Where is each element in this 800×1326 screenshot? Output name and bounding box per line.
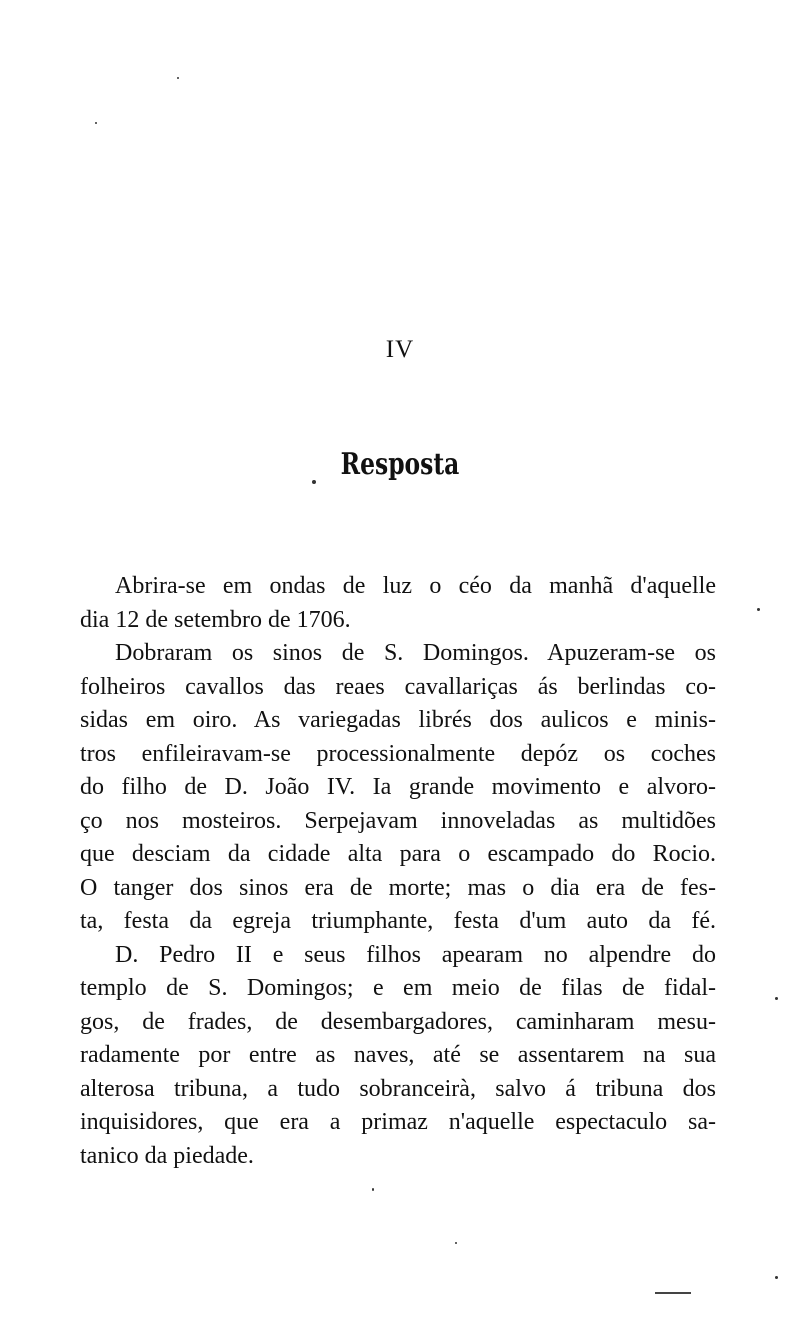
scan-speck: [372, 1188, 374, 1191]
text-line: D. Pedro II e seus filhos apearam no alpendre do: [115, 941, 716, 968]
scan-speck: [312, 480, 316, 484]
scan-speck: [775, 1276, 778, 1279]
text-line: Dobraram os sinos de S. Domingos. Apuzeram-se os: [115, 640, 716, 666]
text-line: do filho de D. João IV. Ia grande movimento e alvoro-: [80, 774, 716, 800]
text-line: gos, de frades, de desembargadores, caminharam mesu-: [80, 1008, 716, 1035]
body-text: [80, 570, 716, 1173]
scan-speck: [95, 122, 97, 124]
text-line: tanico da piedade.: [80, 1142, 254, 1169]
text-line: dia 12 de setembro de 1706.: [80, 606, 351, 633]
text-line: folheiros cavallos das reaes cavallariças ás berlindas co-: [80, 673, 716, 700]
text-line: inquisidores, que era a primaz n'aquelle espectaculo sa-: [80, 1109, 716, 1135]
scan-speck: [455, 1242, 457, 1244]
chapter-number: IV: [385, 336, 415, 363]
scan-speck: [757, 608, 760, 611]
text-line: Abrira-se em ondas de luz o céo da manhã d'aquelle: [115, 573, 716, 599]
chapter-title: Resposta: [340, 447, 460, 482]
text-line: que desciam da cidade alta para o escampado do Rocio.: [80, 841, 716, 867]
text-line: alterosa tribuna, a tudo sobranceirà, salvo á tribuna dos: [80, 1075, 716, 1102]
text-line: radamente por entre as naves, até se assentarem na sua: [80, 1042, 716, 1068]
text-line: tros enfileiravam-se processionalmente depóz os coches: [80, 740, 716, 767]
text-line: ço nos mosteiros. Serpejavam innoveladas as multidões: [80, 807, 716, 834]
text-line: templo de S. Domingos; e em meio de filas de fidal-: [80, 975, 716, 1001]
scan-speck: [177, 77, 179, 79]
scan-speck: [775, 997, 778, 1000]
text-line: ta, festa da egreja triumphante, festa d'um auto da fé.: [80, 908, 716, 934]
text-line: sidas em oiro. As variegadas librés dos aulicos e minis-: [80, 707, 716, 733]
text-line: O tanger dos sinos era de morte; mas o dia era de fes-: [80, 874, 716, 901]
scan-dash: [655, 1292, 691, 1294]
